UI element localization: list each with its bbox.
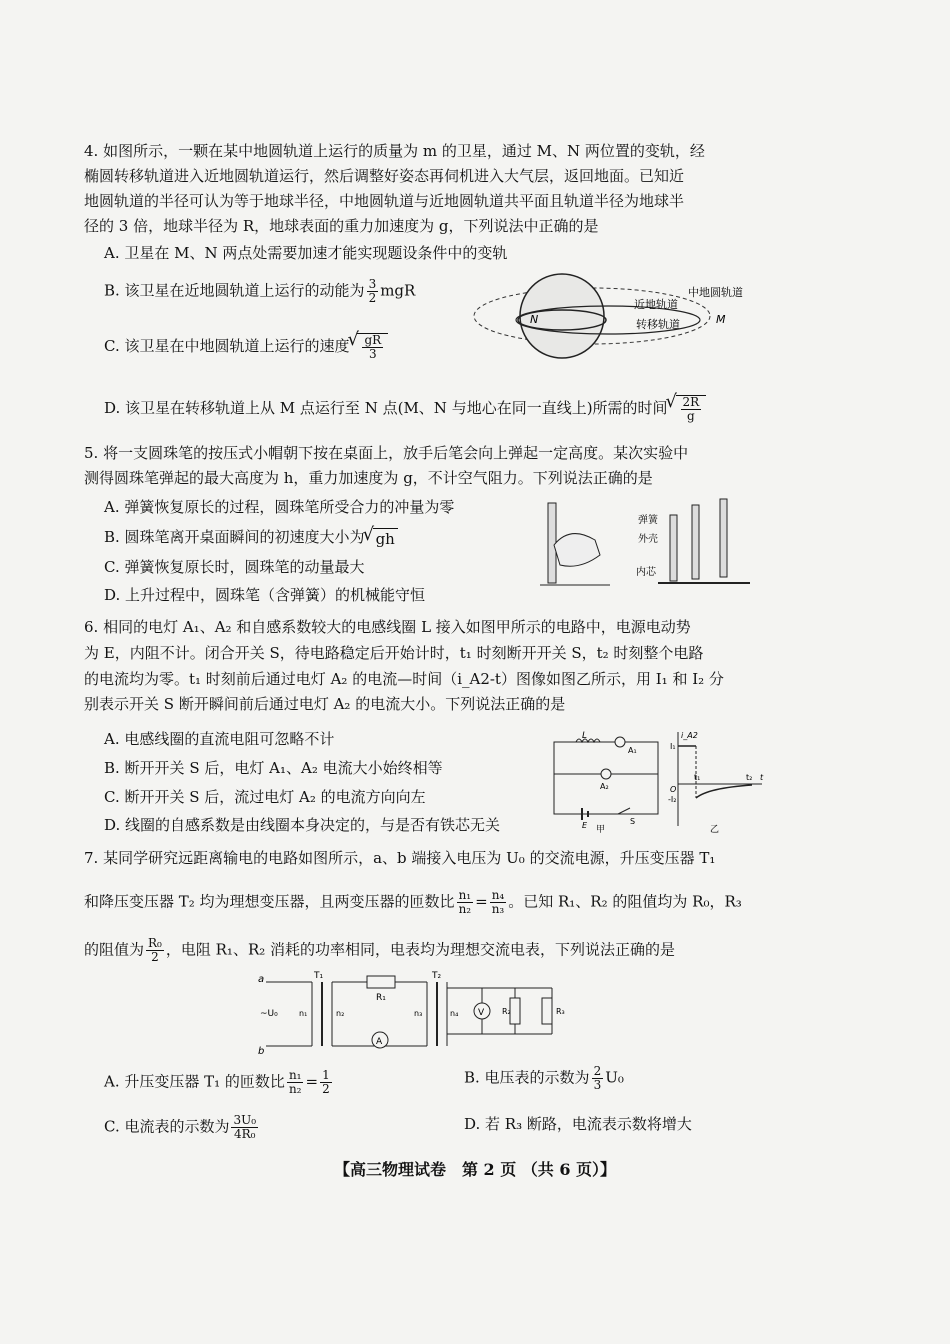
q6-option-c: C. 断开开关 S 后，流过电灯 A₂ 的电流方向向左 [104,788,426,806]
current-decay [696,785,752,798]
label-ia2: i_A2 [681,731,698,740]
q4-option-c-sqrt: √ $\frac{gR}{3}$ [357,333,388,361]
lamp-a2 [601,769,611,779]
q4-option-b-frac: $\frac{3}{2}$ [368,277,377,305]
pen-2 [692,505,699,579]
label-near-orbit: 近地轨道 [634,298,678,311]
q5-option-a: A. 弹簧恢复原长的过程，圆珠笔所受合力的冲量为零 [104,498,455,516]
label-t2: T₂ [432,971,442,981]
label-o: O [670,785,677,794]
q7-option-a: A. 升压变压器 T₁ 的匝数比 $\frac{\text{n₁}}{\text{n₂}}$ = $\frac{1}{2}$ [104,1068,330,1096]
label-ammeter: A [376,1037,383,1047]
label-n1: n₁ [299,1009,308,1018]
hand [554,534,600,567]
label-n: N [530,313,539,326]
label-r1: R₁ [376,993,386,1003]
q4-option-d [104,395,706,423]
q6-option-a: A. 电感线圈的直流电阻可忽略不计 [104,730,335,748]
q6-option-d: D. 线圈的自感系数是由线圈本身决定的，与是否有铁芯无关 [104,816,501,834]
q5-option-b-text: B. 圆珠笔离开桌面瞬间的初速度大小为 [104,528,365,546]
q7-option-d: D. 若 R₃ 断路，电流表示数将增大 [464,1115,692,1133]
label-e: E [582,821,588,830]
label-a1: A₁ [628,746,637,755]
q4-option-a: A. 卫星在 M、N 两点处需要加速才能实现题设条件中的变轨 [104,244,508,262]
label-voltmeter: V [478,1008,485,1018]
label-t: t [760,773,764,782]
q7-line-2: 和降压变压器 T₂ 均为理想变压器，且两变压器的匝数比 $\frac{\text{n₁}}{\text{n₂}}$ = $\frac{\text{n₄}}{\text{n₃}}$ 。已知 R₁、R₂ 的阻值均为 R₀，R₃ [84,888,742,916]
graph-yi [668,728,768,836]
q6-line-2: 为 E，内阻不计。闭合开关 S，待电路稳定后开始计时，t₁ 时刻断开开关 S，t₂ 时刻整个电路 [84,644,704,662]
label-n4: n₄ [450,1009,459,1018]
label-r3: R₃ [556,1007,565,1016]
q5-option-b [104,527,398,549]
q6-line-1: 6. 相同的电灯 A₁、A₂ 和自感系数较大的电感线圈 L 接入如图甲所示的电路中，电源电动势 [84,618,691,636]
label-spring: 弹簧 [638,515,658,526]
q4-option-d-sqrt: √ $\frac{2R}{g}$ [676,395,707,423]
label-s: S [630,817,636,826]
pen-held [548,503,556,583]
q4-line-1: 4. 如图所示，一颗在某中地圆轨道上运行的质量为 m 的卫星，通过 M、N 两位置的变轨，经 [84,142,705,160]
label-u0: ~U₀ [260,1009,278,1019]
pen-3 [720,499,727,577]
label-i1: I₁ [670,742,676,751]
q5-option-b-sqrt: √ gh [373,528,398,549]
q7-ratio-1: $\frac{\text{n₁}}{\text{n₂}}$ [458,888,472,916]
label-a2: A₂ [600,782,609,791]
label-b: b [258,1046,265,1057]
label-t1: t₁ [694,773,701,782]
orbit-figure [470,268,760,368]
q6-line-4: 别表示开关 S 断开瞬间前后通过电灯 A₂ 的电流大小。下列说法正确的是 [84,695,566,713]
label-shell: 外壳 [638,534,658,545]
q7-option-c: C. 电流表的示数为 $\frac{\text{3U₀}}{\text{4R₀}}$ [104,1113,257,1141]
label-m: M [716,313,726,326]
q7-r3-frac: $\frac{\text{R₀}}{2}$ [148,936,162,964]
q4-option-b-text: B. 该卫星在近地圆轨道上运行的动能为 [104,281,365,300]
circuit-jia [548,728,663,834]
q4-option-c-text: C. 该卫星在中地圆轨道上运行的速度 [104,337,350,355]
q7-ratio-2: $\frac{\text{n₄}}{\text{n₃}}$ [491,888,505,916]
pen-figure [540,495,760,590]
q4-option-d-text: D. 该卫星在转移轨道上从 M 点运行至 N 点(M、N 与地心在同一直线上)所需的时间 [104,399,668,417]
q5-line-1: 5. 将一支圆珠笔的按压式小帽朝下按在桌面上，放手后笔会向上弹起一定高度。某次实验中 [84,444,689,462]
label-r2: R₂ [502,1007,511,1016]
q4-line-2: 椭圆转移轨道进入近地圆轨道运行，然后调整好姿态再伺机进入大气层，返回地面。已知近 [84,167,685,185]
q4-line-3: 地圆轨道的半径可认为等于地球半径，中地圆轨道与近地圆轨道共平面且轨道半径为地球半 [84,192,685,210]
resistor-r3 [542,998,552,1024]
q7-line-1: 7. 某同学研究远距离输电的电路如图所示，a、b 端接入电压为 U₀ 的交流电源，升压变压器 T₁ [84,849,716,867]
label-t1: T₁ [314,971,324,981]
transmission-circuit [252,970,582,1058]
q5-option-c: C. 弹簧恢复原长时，圆珠笔的动量最大 [104,558,365,576]
label-i2: -I₂ [668,795,677,804]
label-n2: n₂ [336,1009,345,1018]
q5-option-d: D. 上升过程中，圆珠笔（含弹簧）的机械能守恒 [104,586,426,604]
q6-line-3: 的电流均为零。t₁ 时刻前后通过电灯 A₂ 的电流—时间（i_A2-t）图像如图乙所示，用 I₁ 和 I₂ 分 [84,670,724,688]
q4-line-4: 径的 3 倍，地球半径为 R，地球表面的重力加速度为 g，下列说法中正确的是 [84,217,599,235]
q7-line-3: 的阻值为 $\frac{\text{R₀}}{2}$ ，电阻 R₁、R₂ 消耗的功率相同，电表均为理想交流电表，下列说法正确的是 [84,936,676,964]
label-transfer-orbit: 转移轨道 [636,318,680,331]
q4-option-b: B. 该卫星在近地圆轨道上运行的动能为 $\frac{3}{2}$ mgR [104,277,416,305]
resistor-r2 [510,998,520,1024]
label-yi: 乙 [710,825,720,835]
pen-1 [670,515,677,581]
label-l: L [582,731,588,741]
lamp-a1 [615,737,625,747]
label-jia: 甲 [596,825,606,834]
label-outer-orbit: 中地圆轨道 [688,286,743,299]
q4-option-c [104,333,388,361]
page-footer: 【高三物理试卷 第 2 页 （共 6 页）】 [333,1160,617,1179]
q7-option-b: B. 电压表的示数为 $\frac{2}{3}$ U₀ [464,1064,624,1092]
label-core: 内芯 [636,567,656,578]
q6-option-b: B. 断开开关 S 后，电灯 A₁、A₂ 电流大小始终相等 [104,759,443,777]
label-t2: t₂ [746,773,753,782]
resistor-r1 [367,976,395,988]
switch-s[interactable] [618,808,630,814]
q5-line-2: 测得圆珠笔弹起的最大高度为 h，重力加速度为 g，不计空气阻力。下列说法正确的是 [84,469,653,487]
label-a: a [258,974,265,985]
label-n3: n₃ [414,1009,423,1018]
